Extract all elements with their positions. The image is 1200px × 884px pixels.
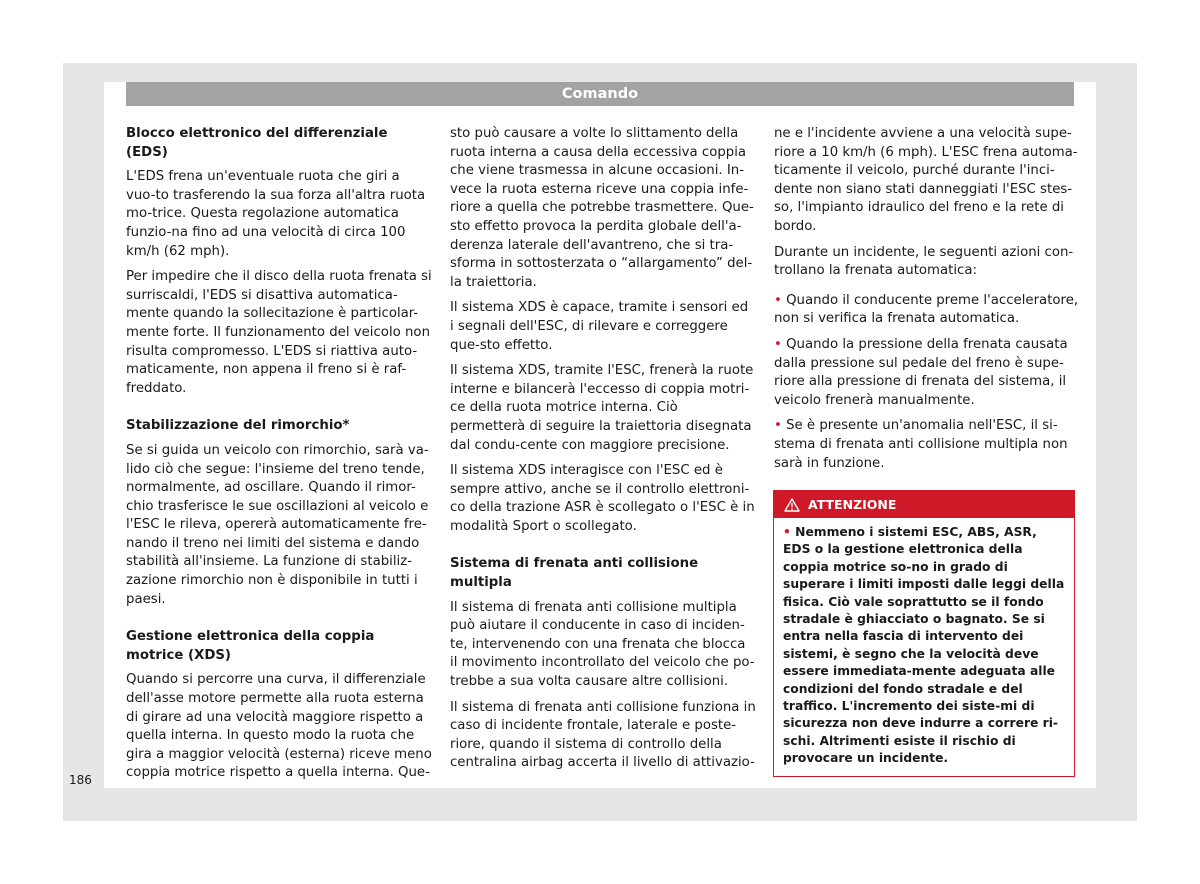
paragraph: L'EDS frena un'eventuale ruota che giri a vuo-to trasferendo la sua forza all'altra ruota mo-trice. Questa regolazione automatica funzio-na fino ad una velocità di circa 100 km/h (62 mph).	[126, 169, 426, 259]
paragraph: ne e l'incidente avviene a una velocità supe-riore a 10 km/h (6 mph). L'ESC frena automa-ticamente il veicolo, purché durante l'inci-dente non siano stati danneggiati l'ESC stes-so, l'impianto idraulico del freno e la rete di bordo.	[774, 126, 1078, 234]
warning-text	[774, 518, 1074, 776]
paragraph: Il sistema XDS, tramite l'ESC, frenerà la ruote interne e bilancerà l'eccesso di coppia motri-ce della ruota motrice interna. Ciò permetterà di seguire la traiettoria disegnata dal condu-cente con maggiore precisione.	[450, 363, 754, 453]
paragraph: Durante un incidente, le seguenti azioni con-trollano la frenata automatica:	[774, 244, 1074, 279]
section-header: Comando	[126, 82, 1074, 106]
column-right	[774, 125, 1080, 480]
warning-title: ATTENZIONE	[808, 497, 897, 512]
paragraph: Per impedire che il disco della ruota frenata si surriscaldi, l'EDS si disattiva automatica-mente quando la sollecitazione è particolar-mente forte. Il funzionamento del veicolo non risulta compromesso. L'EDS si riattiva auto-maticamente, non appena il freno si è raf-freddato.	[126, 269, 432, 396]
bullet-icon: •	[783, 525, 791, 539]
bullet-icon: •	[774, 292, 782, 308]
heading-multi-collision-brake: Sistema di frenata anti collisione multipla	[450, 556, 699, 591]
warning-header	[774, 491, 1074, 518]
paragraph: Il sistema XDS interagisce con l'ESC ed è sempre attivo, anche se il controllo elettroni-co della trazione ASR è scollegato o l'ESC è in modalità Sport o scollegato.	[450, 463, 755, 534]
paragraph: Il sistema di frenata anti collisione multipla può aiutare il conducente in caso di inciden-te, intervenendo con una frenata che blocca il movimento incontrollato del veicolo che po-trebbe a sua volta causare altre collisioni.	[450, 599, 755, 690]
heading-eds: Blocco elettronico del differenziale (EDS)	[126, 126, 388, 160]
paragraph: Il sistema di frenata anti collisione funziona in caso di incidente frontale, laterale e poste-riore, quando il sistema di controllo della centralina airbag accerta il livello di attivazio-	[450, 699, 756, 771]
heading-xds: Gestione elettronica della coppia motrice (XDS)	[126, 629, 375, 663]
bullet-icon: •	[774, 336, 782, 352]
warning-body-text: Nemmeno i sistemi ESC, ABS, ASR, EDS o la gestione elettronica della coppia motrice so-no in grado di superare i limiti imposti dalle leggi della fisica. Ciò vale soprattutto se il fondo stradale è ghiacciato o bagnato. Se si entra nella fascia di intervento dei sistemi, è segno che la velocità deve essere immediata-mente adeguata alle condizioni del fondo stradale e del traffico. L'incremento dei siste-mi di sicurezza non deve indurre a correre ri-schi. Altrimenti esiste il rischio di provocare un incidente.	[783, 525, 1065, 766]
paragraph: sto può causare a volte lo slittamento della ruota interna a causa della eccessiva coppia che viene trasmessa in alcune occasioni. In-vece la ruota esterna riceve una coppia infe-riore a quella che potrebbe trasmettere. Que-sto effetto provoca la perdita globale dell'a-derenza laterale dell'avantreno, che si tra-sforma in sottosterzata o “allargamento” del-la traiettoria.	[450, 126, 754, 290]
bullet-item	[774, 336, 1080, 410]
paragraph: Quando si percorre una curva, il differenziale dell'asse motore permette alla ruota esterna di girare ad una velocità maggiore rispetto a quella interna. In questo modo la ruota che gira a maggior velocità (esterna) riceve meno coppia motrice rispetto a quella interna. Que-	[126, 672, 432, 781]
bullet-text: Quando il conducente preme l'acceleratore, non si verifica la frenata automatica.	[774, 292, 1079, 327]
column-middle	[450, 125, 756, 780]
bullet-text: Quando la pressione della frenata causata dalla pressione sul pedale del freno è supe-riore alla pressione di frenata del sistema, il veicolo frenerà manualmente.	[774, 336, 1068, 408]
paragraph: Se si guida un veicolo con rimorchio, sarà va-lido ciò che segue: l'insieme del treno tende, normalmente, ad oscillare. Quando il rimor-chio trasferisce le sue oscillazioni al veicolo e l'ESC le rileva, opererà automaticamente fre-nando il treno nei limiti del sistema e dando stabilità all'insieme. La funzione di stabiliz-zazione rimorchio non è disponibile in tutti i paesi.	[126, 442, 429, 607]
paragraph: Il sistema XDS è capace, tramite i sensori ed i segnali dell'ESC, di rilevare e correggere que-sto effetto.	[450, 300, 749, 353]
warning-triangle-icon	[784, 498, 800, 512]
bullet-item	[774, 292, 1080, 329]
column-left	[126, 125, 432, 790]
bullet-icon: •	[774, 418, 782, 434]
bullet-item	[774, 417, 1080, 473]
bullet-text: Se è presente un'anomalia nell'ESC, il si-stema di frenata anti collisione multipla non sarà in funzione.	[774, 418, 1068, 471]
heading-trailer-stabilization: Stabilizzazione del rimorchio*	[126, 418, 350, 434]
page-number: 186	[69, 773, 92, 787]
warning-box	[773, 490, 1075, 777]
